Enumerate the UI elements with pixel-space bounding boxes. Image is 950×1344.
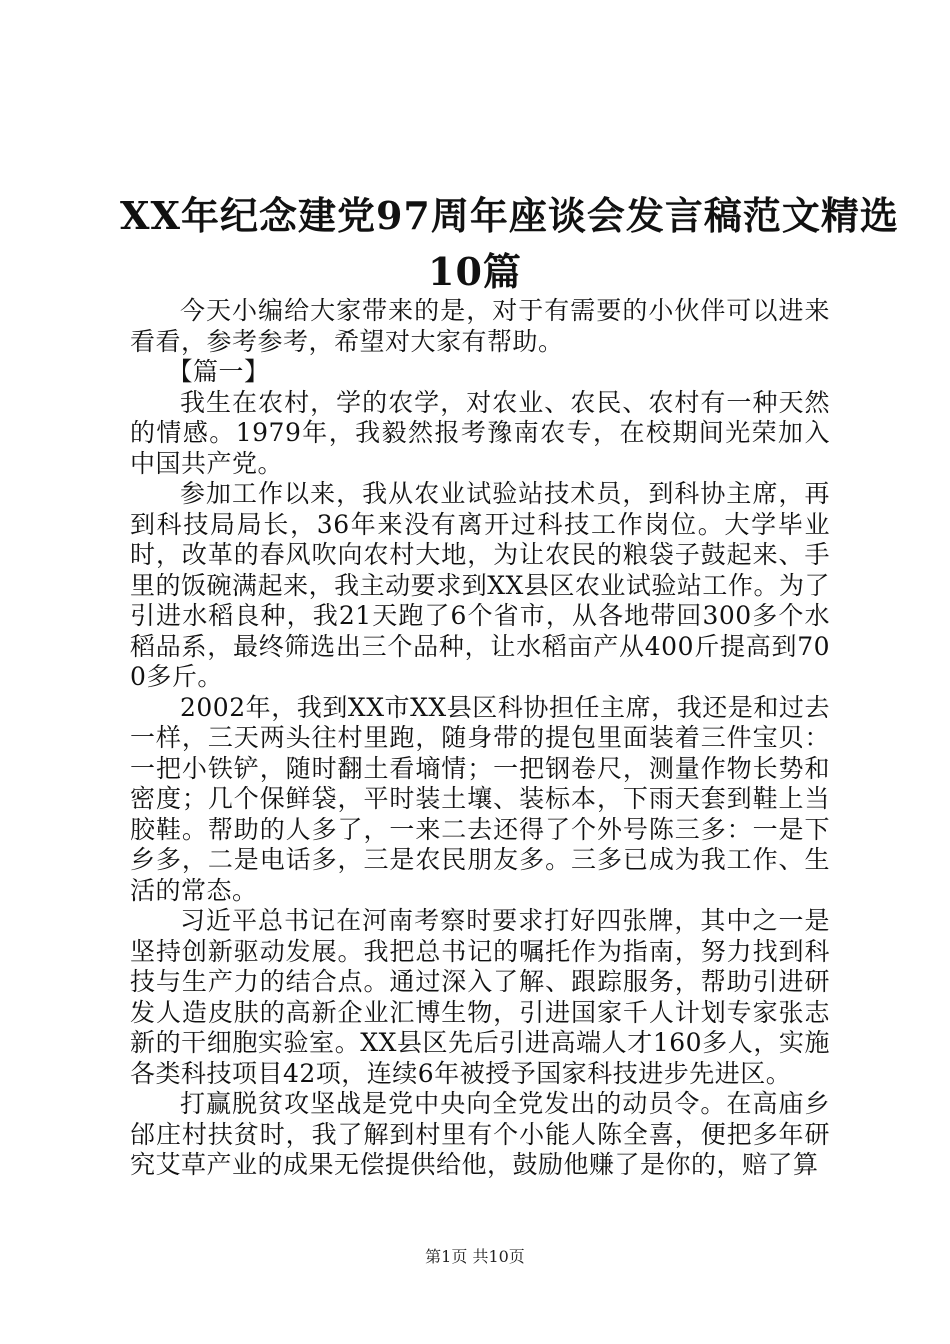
page-number-footer: 第1页 共10页	[425, 1247, 525, 1266]
document-title-continued: 10篇	[428, 249, 522, 294]
intro-paragraph: 今天小编给大家带来的是，对于有需要的小伙伴可以进来看看，参考参考，希望对大家有帮助。	[130, 296, 830, 356]
document-body	[130, 296, 830, 1181]
body-paragraph: 参加工作以来，我从农业试验站技术员，到科协主席，再到科技局局长，36年来没有离开过科技工作岗位。大学毕业时，改革的春风吹向农村大地，为让农民的粮袋子鼓起来、手里的饭碗满起来，我主动要求到XX县区农业试验站工作。为了引进水稻良种，我21天跑了6个省市，从各地带回300多个水稻品系，最终筛选出三个品种，让水稻亩产从400斤提高到700多斤。	[130, 479, 830, 691]
document-title: XX年纪念建党97周年座谈会发言稿范文精选	[120, 193, 899, 238]
section-heading: 【篇一】	[167, 357, 270, 386]
body-paragraph: 习近平总书记在河南考察时要求打好四张牌，其中之一是坚持创新驱动发展。我把总书记的嘱托作为指南，努力找到科技与生产力的结合点。通过深入了解、跟踪服务，帮助引进研发人造皮肤的高新企业汇博生物，引进国家千人计划专家张志新的干细胞实验室。XX县区先后引进高端人才160多人，实施各类科技项目42项，连续6年被授予国家科技进步先进区。	[130, 906, 830, 1088]
body-paragraph: 2002年，我到XX市XX县区科协担任主席，我还是和过去一样，三天两头往村里跑，随身带的提包里面装着三件宝贝：一把小铁铲，随时翻土看墒情；一把钢卷尺，测量作物长势和密度；几个保鲜袋，平时装土壤、装标本，下雨天套到鞋上当胶鞋。帮助的人多了，一来二去还得了个外号陈三多：一是下乡多，二是电话多，三是农民朋友多。三多已成为我工作、生活的常态。	[130, 692, 830, 905]
body-paragraph: 打赢脱贫攻坚战是党中央向全党发出的动员令。在高庙乡邰庄村扶贫时，我了解到村里有个小能人陈全喜，便把多年研究艾草产业的成果无偿提供给他，鼓励他赚了是你的，赔了算	[130, 1089, 830, 1179]
body-paragraph: 我生在农村，学的农学，对农业、农民、农村有一种天然的情感。1979年，我毅然报考豫南农专，在校期间光荣加入中国共产党。	[130, 387, 830, 478]
